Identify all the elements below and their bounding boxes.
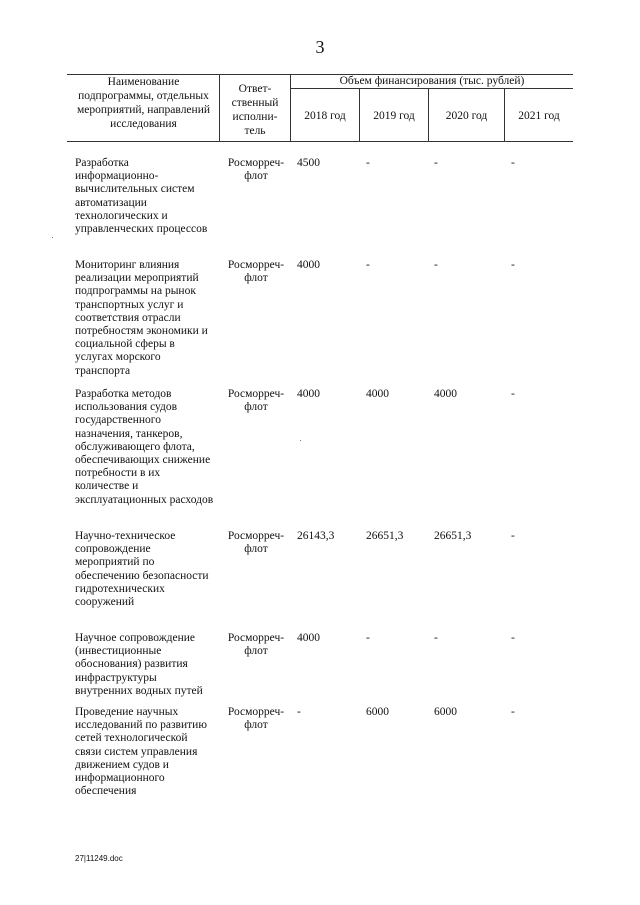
value-2018: 26143,3 <box>297 530 335 542</box>
header-year-2021: 2021 год <box>518 110 560 122</box>
row-name: Разработка методов использования судов государственного назначения, танкеров, обслуживающего флота, обеспечивающих снижение потребности в их количестве и эксплуатационных расходов <box>75 388 214 506</box>
header-year-2018: 2018 год <box>304 110 346 122</box>
header-executor: Ответ-ственный исполни-тель <box>231 83 279 137</box>
value-2020: 4000 <box>434 388 457 400</box>
value-2018: 4500 <box>297 157 320 169</box>
scan-speck <box>52 237 53 238</box>
row-name: Разработка информационно-вычислительных систем автоматизации технологических и управленческих процессов <box>75 157 208 236</box>
row-name: Мониторинг влияния реализации мероприятий подпрограммы на рынок транспортных услуг и соответствия отрасли потребностям экономики и социальной сферы в услугах морского транспорта <box>75 259 208 377</box>
header-year-2020: 2020 год <box>445 110 488 122</box>
scan-speck <box>300 440 301 441</box>
header-bottom-rule <box>67 141 573 142</box>
value-2018: 4000 <box>297 259 320 271</box>
header-divider <box>219 74 220 141</box>
row-executor: Росморреч-флот <box>227 259 285 285</box>
value-2021: - <box>511 632 515 644</box>
row-executor: Росморреч-флот <box>227 632 285 658</box>
value-2019: 4000 <box>366 388 389 400</box>
header-divider <box>504 89 505 141</box>
row-name: Проведение научных исследований по развитию сетей технологической связи систем управления движением судов и информационного обеспечения <box>75 706 207 798</box>
value-2018: 4000 <box>297 632 320 644</box>
value-2021: - <box>511 259 515 271</box>
value-2021: - <box>511 530 515 542</box>
header-divider <box>290 74 291 141</box>
document-filename: 27|11249.doc <box>75 854 123 863</box>
value-2020: - <box>434 632 438 644</box>
value-2020: - <box>434 157 438 169</box>
value-2019: - <box>366 157 370 169</box>
value-2019: - <box>366 632 370 644</box>
value-2020: 6000 <box>434 706 457 718</box>
value-2018: - <box>297 706 301 718</box>
row-executor: Росморреч-флот <box>227 530 285 556</box>
header-year-2019: 2019 год <box>373 110 415 122</box>
value-2021: - <box>511 706 515 718</box>
value-2019: 6000 <box>366 706 389 718</box>
row-executor: Росморреч-флот <box>227 388 285 414</box>
page-number: 3 <box>315 37 325 57</box>
header-funding: Объем финансирования (тыс. рублей) <box>339 75 525 87</box>
value-2021: - <box>511 157 515 169</box>
value-2019: 26651,3 <box>366 530 404 542</box>
value-2020: 26651,3 <box>434 530 472 542</box>
value-2018: 4000 <box>297 388 320 400</box>
header-divider <box>428 89 429 141</box>
value-2021: - <box>511 388 515 400</box>
row-name: Научно-техническое сопровождение мероприятий по обеспечению безопасности гидротехнических сооружений <box>75 530 209 609</box>
header-divider <box>359 89 360 141</box>
funding-rule <box>290 88 573 89</box>
value-2019: - <box>366 259 370 271</box>
row-name: Научное сопровождение (инвестиционные обоснования) развития инфраструктуры внутренних водных путей <box>75 632 203 697</box>
value-2020: - <box>434 259 438 271</box>
row-executor: Росморреч-флот <box>227 706 285 732</box>
row-executor: Росморреч-флот <box>227 157 285 183</box>
header-name: Наименование подпрограммы, отдельных мероприятий, направлений исследования <box>76 76 210 130</box>
